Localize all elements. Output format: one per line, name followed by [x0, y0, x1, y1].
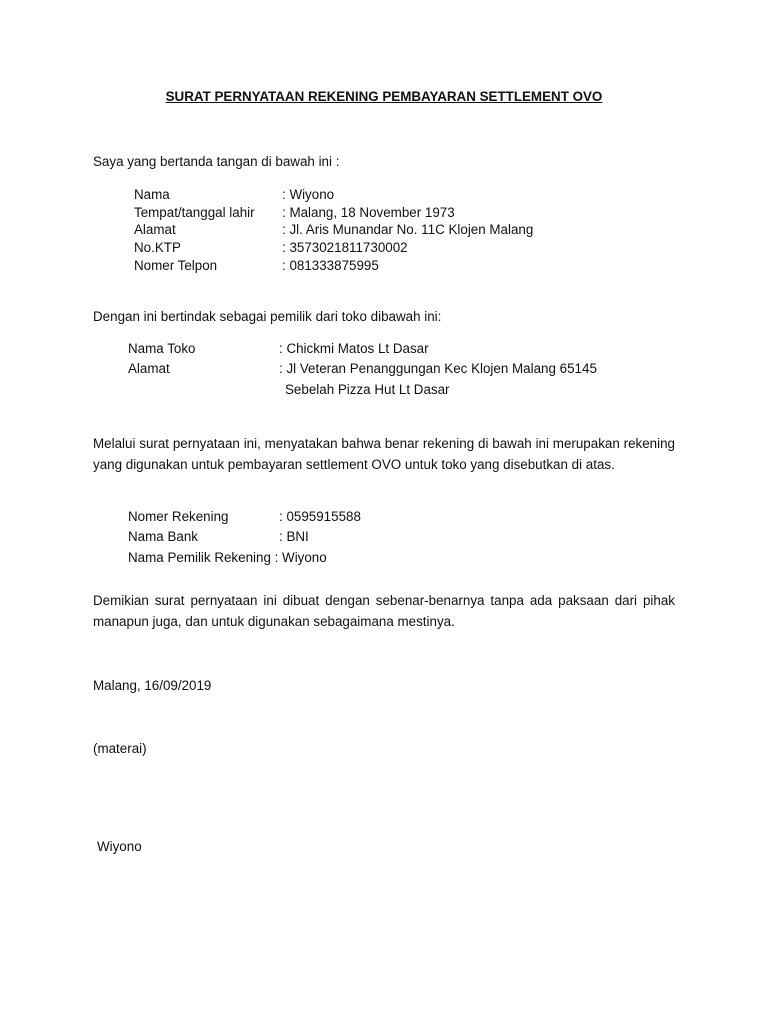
intro-text: Saya yang bertanda tangan di bawah ini : — [93, 154, 340, 169]
identity-value-ktp: : 3573021811730002 — [282, 240, 408, 255]
store-label-address: Alamat — [128, 361, 170, 376]
identity-label-address: Alamat — [134, 222, 176, 237]
store-value-address: : Jl Veteran Penanggungan Kec Klojen Malang 65145 — [279, 361, 597, 376]
identity-value-address: : Jl. Aris Munandar No. 11C Klojen Malang — [282, 222, 534, 237]
document-title: SURAT PERNYATAAN REKENING PEMBAYARAN SETTLEMENT OVO — [165, 89, 603, 104]
bank-value-name: : BNI — [279, 529, 309, 544]
store-address-line2: Sebelah Pizza Hut Lt Dasar — [285, 382, 450, 397]
store-value-name: : Chickmi Matos Lt Dasar — [279, 341, 429, 356]
bank-value-account: : 0595915588 — [279, 509, 361, 524]
place-date: Malang, 16/09/2019 — [93, 678, 212, 693]
stamp-placeholder: (materai) — [93, 741, 147, 756]
identity-value-birth: : Malang, 18 November 1973 — [282, 205, 455, 220]
bank-label-name: Nama Bank — [128, 529, 198, 544]
identity-label-phone: Nomer Telpon — [134, 258, 218, 273]
signatory-name: Wiyono — [97, 839, 142, 854]
closing-paragraph: Demikian surat pernyataan ini dibuat dengan sebenar-benarnya tanpa ada paksaan dari pihak manapun juga, dan untuk digunakan sebagaimana mestinya. — [93, 593, 675, 629]
store-label-name: Nama Toko — [128, 341, 196, 356]
bank-owner-line: Nama Pemilik Rekening : Wiyono — [128, 550, 327, 565]
identity-value-name: : Wiyono — [282, 187, 335, 202]
identity-label-ktp: No.KTP — [134, 240, 181, 255]
identity-value-phone: : 081333875995 — [282, 258, 379, 273]
identity-label-birth: Tempat/tanggal lahir — [134, 205, 255, 220]
declaration-paragraph: Melalui surat pernyataan ini, menyatakan bahwa benar rekening di bawah ini merupakan rekening yang digunakan untuk pembayaran settlement OVO untuk toko yang disebutkan di atas. — [93, 436, 675, 472]
identity-label-name: Nama — [134, 187, 170, 202]
owner-statement: Dengan ini bertindak sebagai pemilik dari toko dibawah ini: — [93, 309, 442, 324]
bank-label-account: Nomer Rekening — [128, 509, 229, 524]
